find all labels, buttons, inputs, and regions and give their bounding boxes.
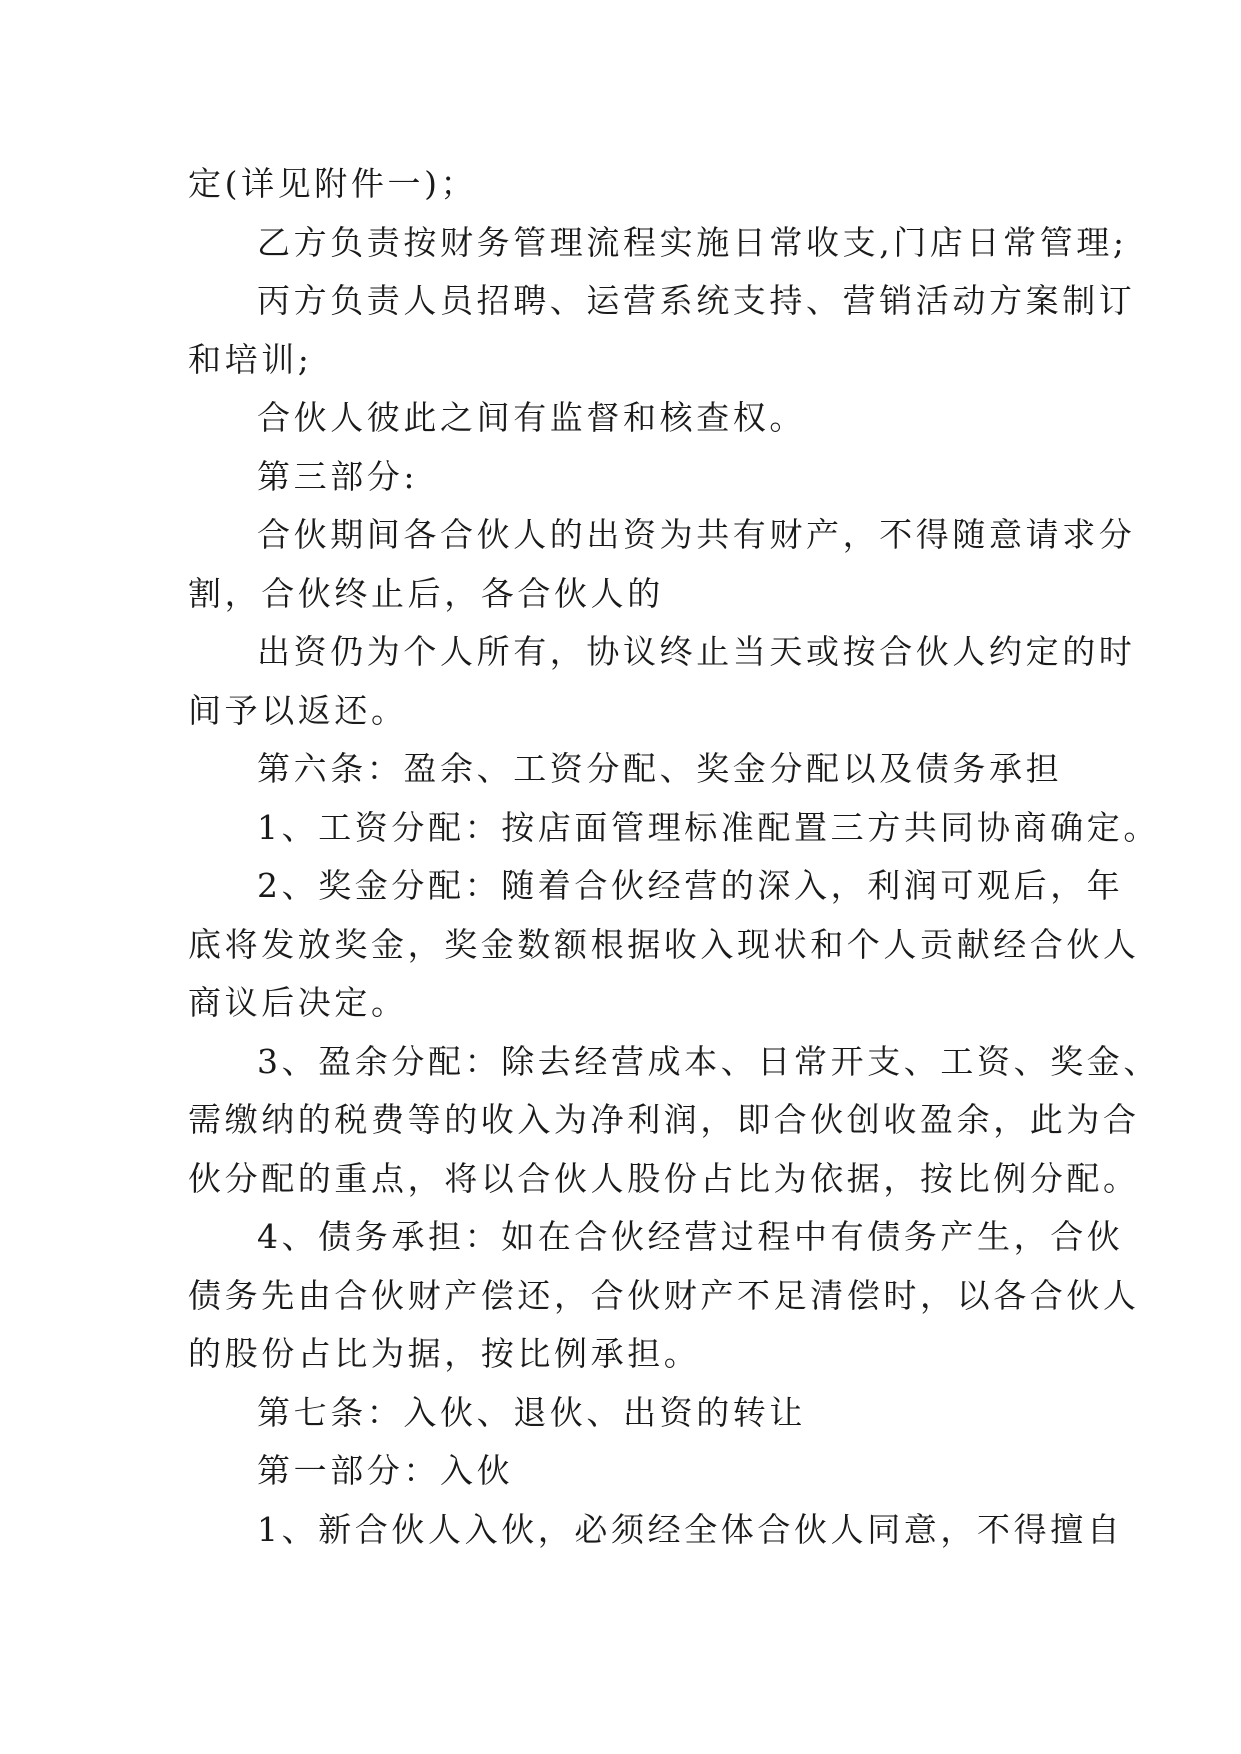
section-heading: 第一部分：入伙 xyxy=(257,1451,514,1490)
text-line: 1、新合伙人入伙，必须经全体合伙人同意，不得擅自 xyxy=(257,1509,1124,1549)
text-line: 割，合伙终止后，各合伙人的 xyxy=(188,573,664,613)
text-line: 出资仍为个人所有，协议终止当天或按合伙人约定的时 xyxy=(257,632,1136,671)
text-line: 伙分配的重点，将以合伙人股份占比为依据，按比例分配。 xyxy=(188,1158,1140,1198)
document-body xyxy=(188,155,1160,1559)
section-heading: 第三部分: xyxy=(257,456,419,496)
text-line: 合伙期间各合伙人的出资为共有财产，不得随意请求分 xyxy=(257,515,1136,554)
article-heading: 第七条：入伙、退伙、出资的转让 xyxy=(257,1392,806,1432)
text-line: 定(详见附件一)； xyxy=(188,164,478,203)
text-line: 商议后决定。 xyxy=(188,983,408,1022)
article-heading: 第六条：盈余、工资分配、奖金分配以及债务承担 xyxy=(257,749,1063,788)
text-line: 债务先由合伙财产偿还，合伙财产不足清偿时，以各合伙人 xyxy=(188,1275,1140,1315)
text-line: 3、盈余分配：除去经营成本、日常开支、工资、奖金、 xyxy=(257,1041,1160,1081)
text-line: 1、工资分配：按店面管理标准配置三方共同协商确定。 xyxy=(257,807,1160,847)
text-line: 合伙人彼此之间有监督和核查权。 xyxy=(257,398,806,437)
text-line: 丙方负责人员招聘、运营系统支持、营销活动方案制订 xyxy=(257,281,1136,320)
text-line: 的股份占比为据，按比例承担。 xyxy=(188,1334,701,1373)
text-line: 2、奖金分配：随着合伙经营的深入，利润可观后，年 xyxy=(257,866,1124,905)
text-line: 需缴纳的税费等的收入为净利润，即合伙创收盈余，此为合 xyxy=(188,1100,1140,1139)
text-line: 4、债务承担：如在合伙经营过程中有债务产生，合伙 xyxy=(257,1217,1124,1256)
text-line: 和培训; xyxy=(188,339,313,379)
text-line: 间予以返还。 xyxy=(188,690,408,730)
text-line: 底将发放奖金，奖金数额根据收入现状和个人贡献经合伙人 xyxy=(188,924,1140,964)
text-line: 乙方负责按财务管理流程实施日常收支,门店日常管理; xyxy=(257,222,1128,262)
